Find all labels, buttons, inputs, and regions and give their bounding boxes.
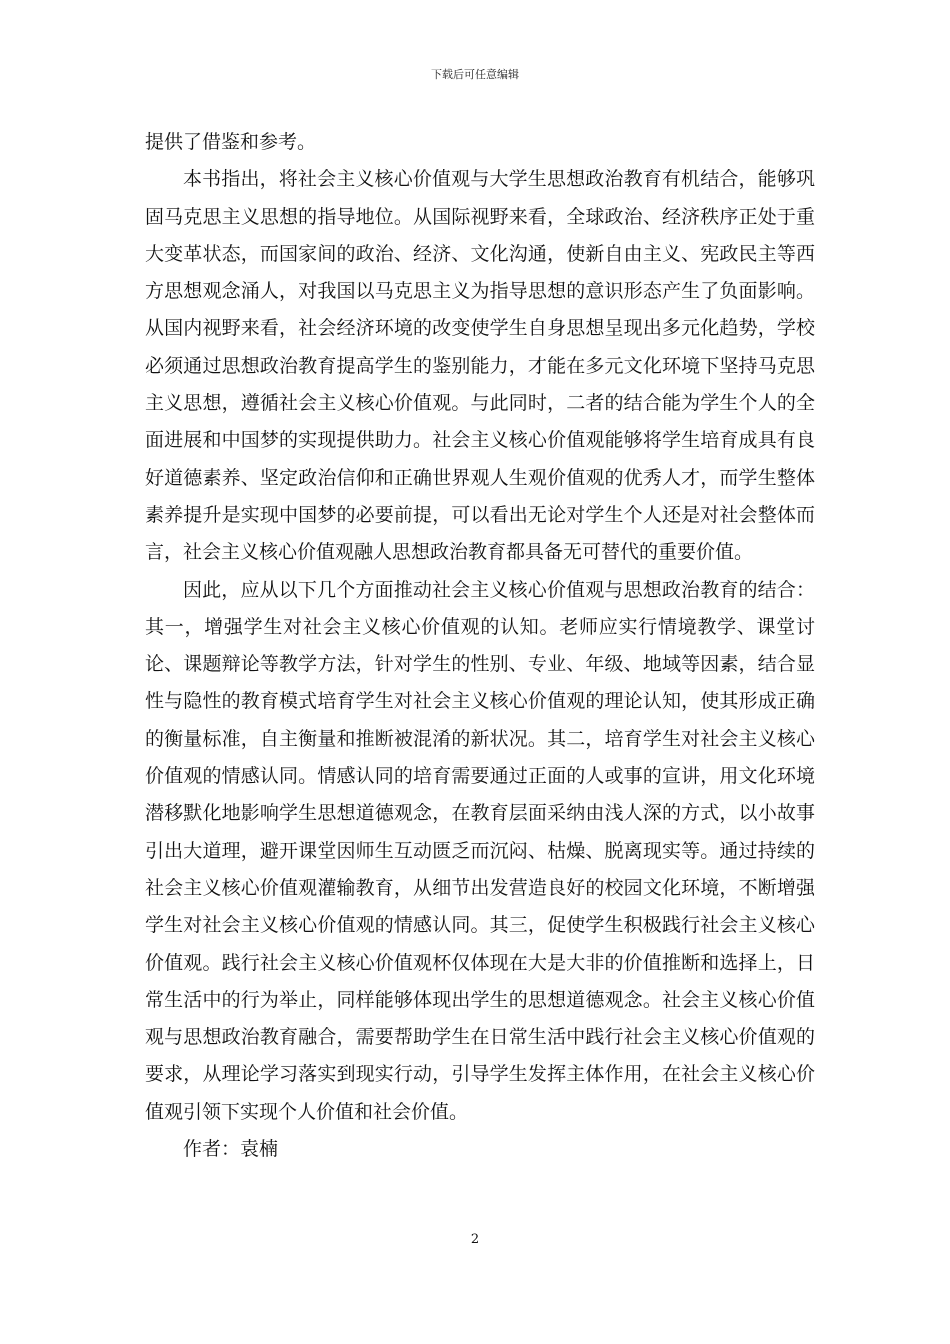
paragraph-book-argument: 本书指出，将社会主义核心价值观与大学生思想政治教育有机结合，能够巩固马克思主义思想的指导地位。从国际视野来看，全球政治、经济秩序正处于重大变革状态，而国家间的政治、经济、文化沟通，使新自由主义、宪政民主等西方思想观念涌人，对我国以马克思主义为指导思想的意识形态产生了负面影响。从国内视野来看，社会经济环境的改变使学生自身思想呈现出多元化趋势，学校必须通过思想政治教育提高学生的鉴别能力，才能在多元文化环境下坚持马克思主义思想，遵循社会主义核心价值观。与此同时，二者的结合能为学生个人的全面进展和中国梦的实现提供助力。社会主义核心价值观能够将学生培育成具有良好道德素养、坚定政治信仰和正确世界观人生观价值观的优秀人才，而学生整体素养提升是实现中国梦的必要前提，可以看出无论对学生个人还是对社会整体而言，社会主义核心价值观融人思想政治教育都具备无可替代的重要价值。	[145, 168, 815, 564]
paragraph-continuation: 提供了借鉴和参考。	[145, 131, 317, 153]
paragraph-recommendations: 因此，应从以下几个方面推动社会主义核心价值观与思想政治教育的结合：其一，增强学生对社会主义核心价值观的认知。老师应实行情境教学、课堂讨论、课题辩论等教学方法，针对学生的性别、专业、年级、地域等因素，结合显性与隐性的教育模式培育学生对社会主义核心价值观的理论认知，使其形成正确的衡量标准，自主衡量和推断被混淆的新状况。其二，培育学生对社会主义核心价值观的情感认同。情感认同的培育需要通过正面的人或事的宣讲，用文化环境潜移默化地影响学生思想道德观念，在教育层面采纳由浅人深的方式，以小故事引出大道理，避开课堂因师生互动匮乏而沉闷、枯燥、脱离现实等。通过持续的社会主义核心价值观灌输教育，从细节出发营造良好的校园文化环境，不断增强学生对社会主义核心价值观的情感认同。其三，促使学生积极践行社会主义核心价值观。践行社会主义核心价值观杯仅体现在大是大非的价值推断和选择上，日常生活中的行为举止，同样能够体现出学生的思想道德观念。社会主义核心价值观与思想政治教育融合，需要帮助学生在日常生活中践行社会主义核心价值观的要求，从理论学习落实到现实行动，引导学生发挥主体作用，在社会主义核心价值观引领下实现个人价值和社会价值。	[145, 578, 815, 1123]
page-header: 下载后可任意编辑	[431, 68, 519, 81]
author-line: 作者：袁楠	[183, 1138, 279, 1161]
page-number: 2	[470, 1232, 480, 1247]
body-text	[145, 124, 815, 1168]
